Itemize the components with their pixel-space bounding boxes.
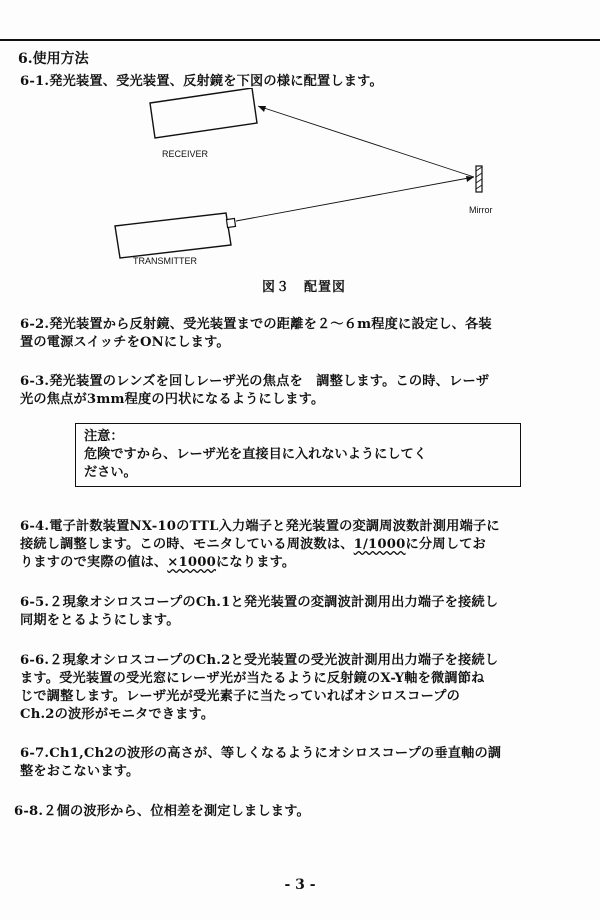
caution-box [75, 423, 521, 487]
paragraph-6-6-line-1: 6-6.２現象オシロスコープのCh.2と受光装置の受光波計測用出力端子を接続し [20, 653, 499, 668]
top-rule [0, 39, 600, 41]
paragraph-6-2-line-1: 6-2.発光装置から反射鏡、受光装置までの距離を２～６m程度に設定し、各装 [20, 317, 492, 332]
transmitter-label: TRANSMITTER [133, 256, 197, 266]
caution-line-1: 危険ですから、レーザ光を直接目に入れないようにしてく [84, 447, 427, 462]
paragraph-6-3-line-1: 6-3.発光装置のレンズを回しレーザ光の焦点を 調整します。この時、レーザ [20, 374, 490, 389]
paragraph-6-6-line-2: ます。受光装置の受光窓にレーザ光が当たるように反射鏡のX-Y軸を微調節ね [20, 671, 485, 686]
caution-line-2: ださい。 [84, 465, 137, 480]
paragraph-6-4-line-2-tail: に分周してお [405, 537, 486, 552]
mirror-icon [476, 166, 482, 192]
paragraph-6-7 [20, 745, 588, 781]
paragraph-6-4-line-2-text: 接続し調整します。この時、モニタしている周波数は、 [20, 537, 354, 552]
paragraph-6-2 [20, 316, 588, 352]
arrangement-diagram [0, 88, 600, 268]
divider-ratio: 1/1000 [353, 537, 406, 552]
paragraph-6-3-line-2: 光の焦点が3mm程度の円状になるようにします。 [20, 392, 325, 407]
caution-title: 注意： [84, 429, 124, 444]
paragraph-6-4-line-3-tail: になります。 [216, 555, 296, 570]
receiver-label: RECEIVER [162, 149, 209, 159]
paragraph-6-5-line-1: 6-5.２現象オシロスコープのCh.1と発光装置の変調波計測用出力端子を接続し [20, 595, 499, 610]
paragraph-6-4-line-2 [20, 536, 588, 554]
reflected-beam [258, 106, 474, 177]
multiplier: ×1000 [167, 555, 217, 570]
paragraph-6-2-line-2: 置の電源スイッチをONにします。 [20, 335, 230, 350]
paragraph-6-8: 6-8.２個の波形から、位相差を測定しまします。 [14, 804, 310, 819]
figure-caption: 図３ 配置図 [262, 280, 347, 295]
transmitter-device [115, 213, 236, 258]
section-heading: 6.使用方法 [18, 51, 89, 67]
paragraph-6-4-line-3-text: りますので実際の値は、 [20, 555, 168, 570]
paragraph-6-4 [20, 518, 588, 572]
paragraph-6-7-line-2: 整をおこないます。 [20, 764, 140, 779]
paragraph-6-6-line-3: じで調整します。レーザ光が受光素子に当たっていればオシロスコープの [20, 689, 461, 704]
paragraph-6-4-line-1: 6-4.電子計数装置NX-10のTTL入力端子と発光装置の変調周波数計測用端子に [20, 519, 500, 534]
paragraph-6-1: 6-1.発光装置、受光装置、反射鏡を下図の様に配置します。 [20, 74, 383, 89]
paragraph-6-3 [20, 373, 588, 409]
paragraph-6-6-line-4: Ch.2の波形がモニタできます。 [20, 707, 215, 722]
page-number: - 3 - [284, 877, 316, 893]
mirror-label: Mirror [469, 205, 493, 215]
paragraph-6-6 [20, 652, 588, 724]
paragraph-6-5 [20, 594, 588, 630]
paragraph-6-5-line-2: 同期をとるようにします。 [20, 613, 180, 628]
paragraph-6-7-line-1: 6-7.Ch1,Ch2の波形の高さが、等しくなるようにオシロスコープの垂直軸の調 [20, 746, 502, 761]
outgoing-beam [236, 177, 474, 221]
receiver-device [150, 88, 257, 138]
paragraph-6-4-line-3 [20, 554, 588, 572]
